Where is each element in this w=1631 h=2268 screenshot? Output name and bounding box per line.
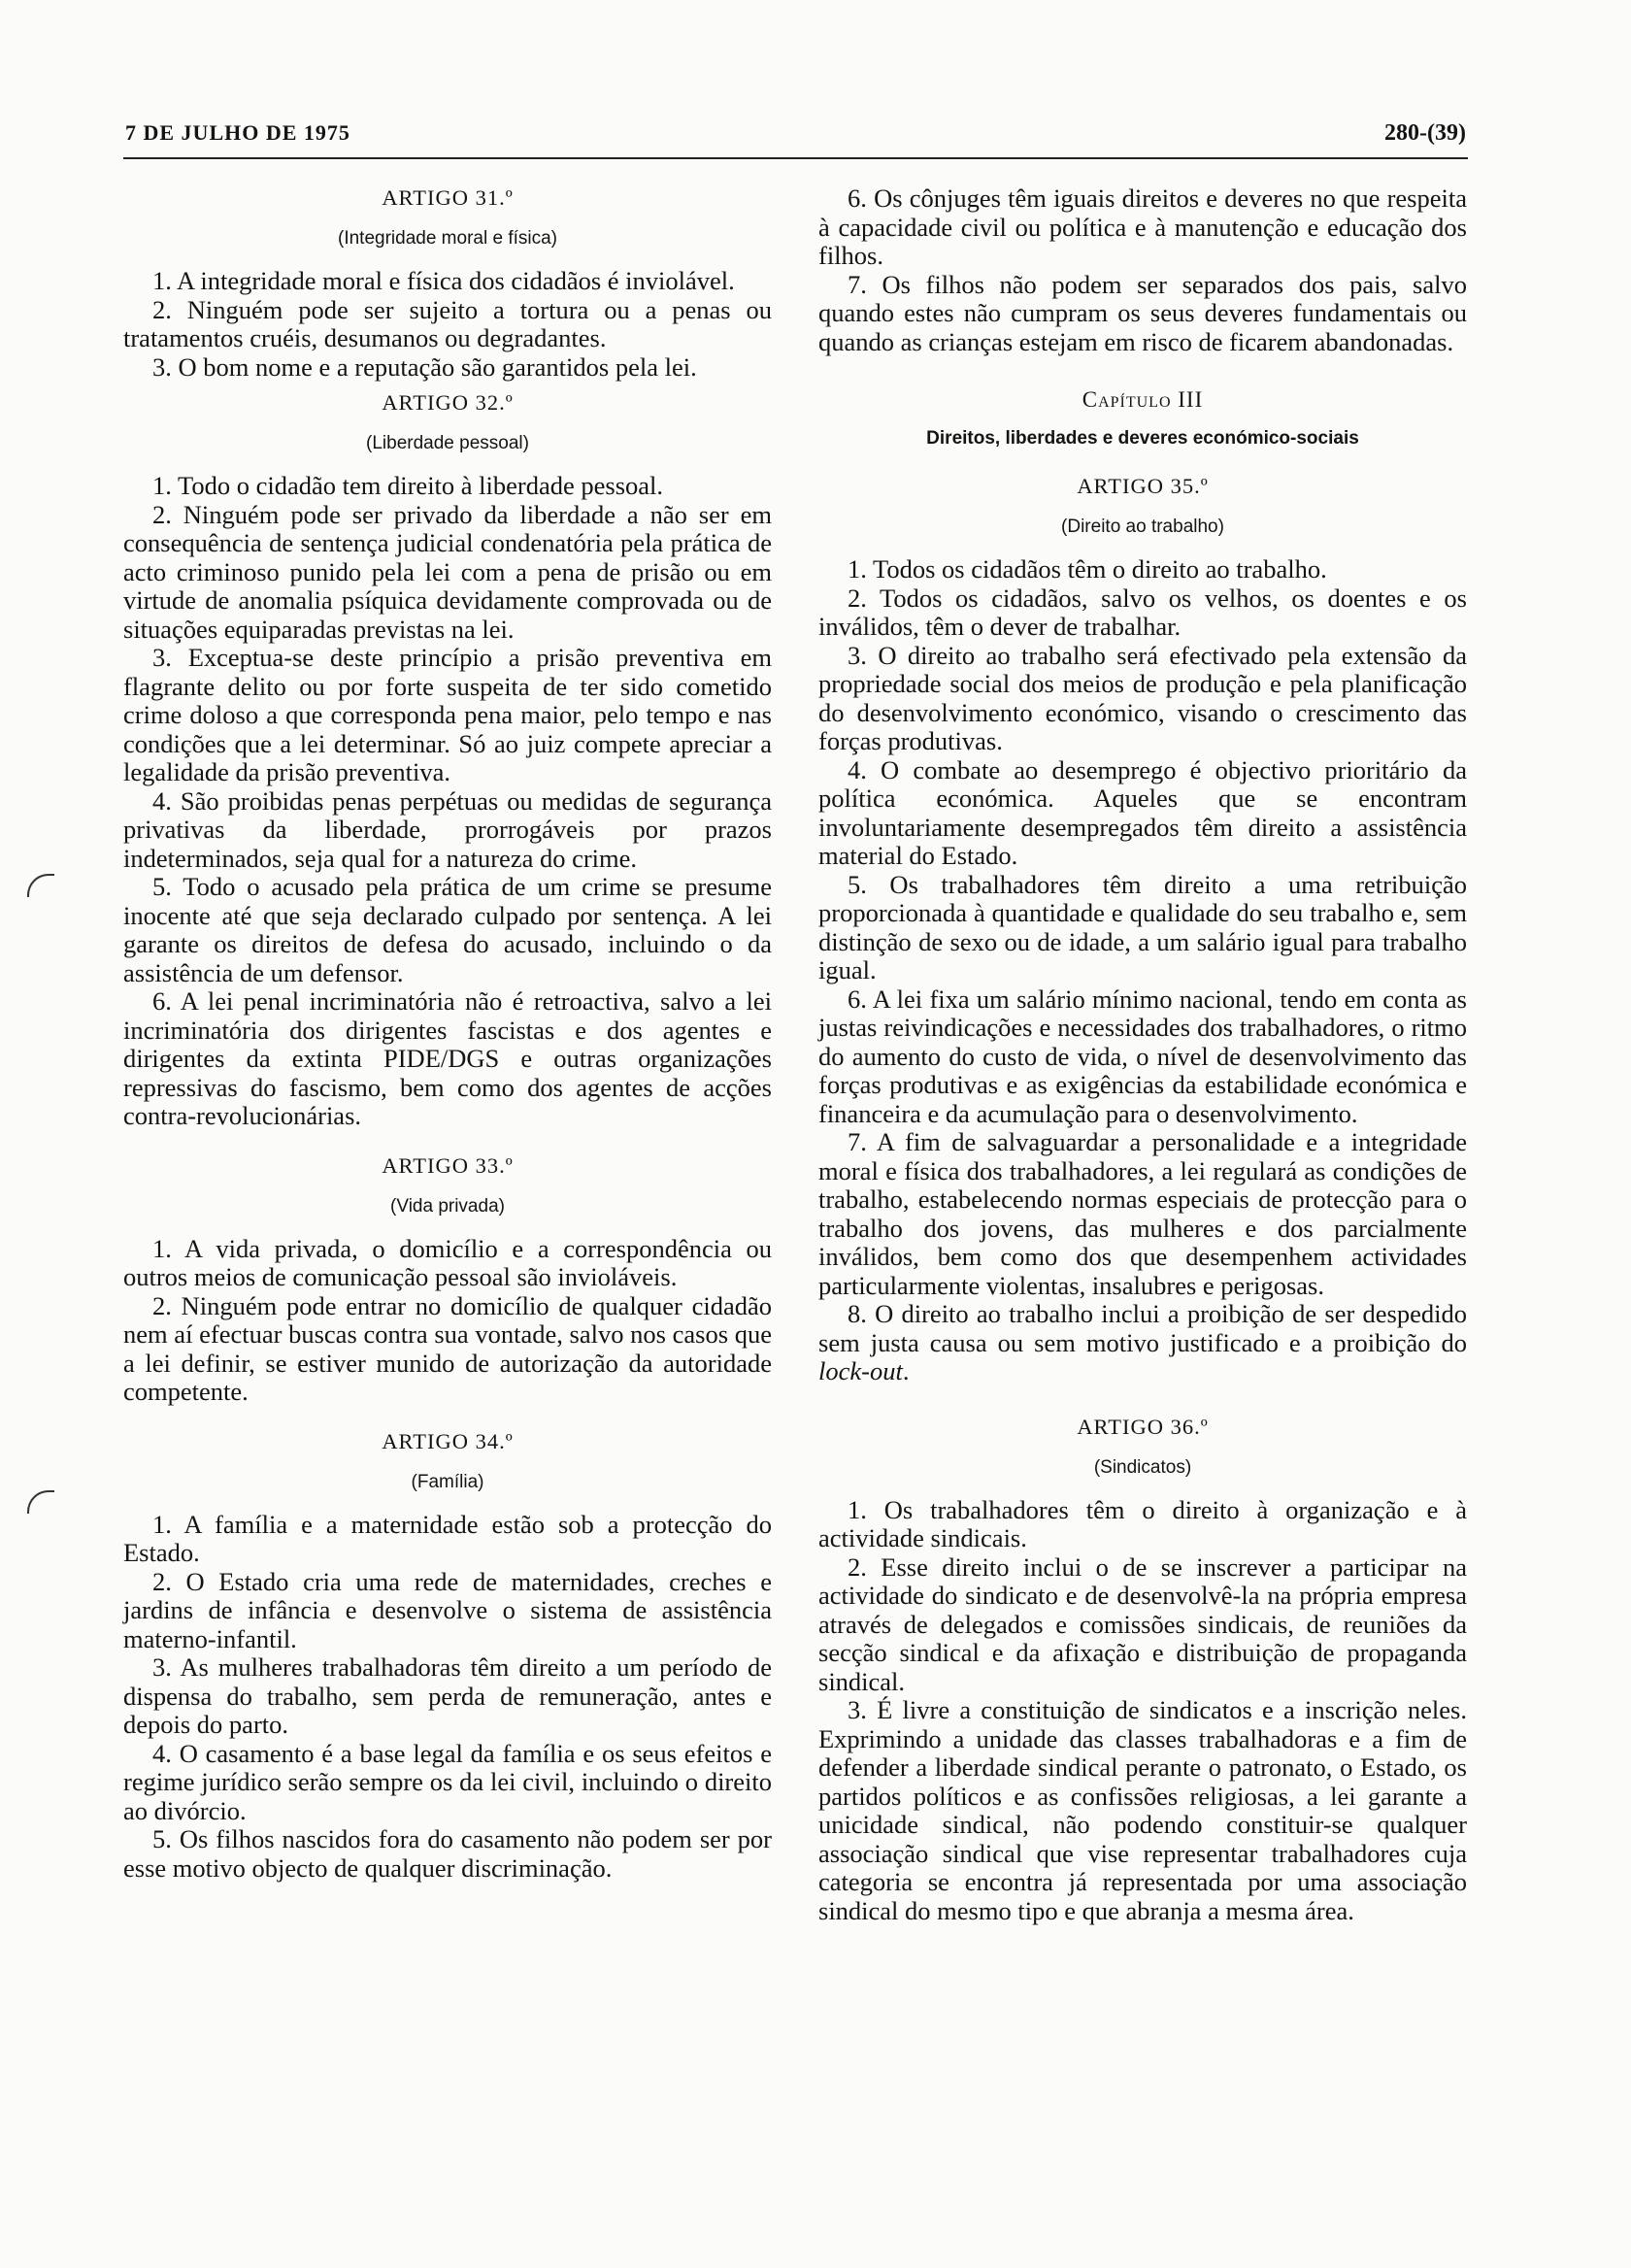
paragraph: 1. A família e a maternidade estão sob a protecção do Estado.: [123, 1509, 772, 1567]
article-34-title: ARTIGO 34.º: [382, 1428, 514, 1453]
paragraph: 4. O casamento é a base legal da família e os seus efeitos e regime jurídico serão sempre os da lei civil, incluindo o direito ao divórcio.: [123, 1738, 772, 1825]
article-32-title: ARTIGO 32.º: [382, 390, 514, 415]
paragraph: 7. A fim de salvaguardar a personalidade e a integridade moral e física dos trabalhadores, a lei regulará as condições de trabalho, estabelecendo normas especiais de protecção para o trabalho dos jovens, das mulheres e dos parcialmente inválidos, bem como dos que desempenhem actividades particularmente violentas, insalubres e perigosas.: [818, 1127, 1467, 1300]
paragraph: 5. Todo o acusado pela prática de um crime se presume inocente até que seja declarado culpado por sentença. A lei garante os direitos de defesa do acusado, incluindo o da assistência de um defensor.: [123, 872, 772, 987]
paragraph: 2. Ninguém pode entrar no domicílio de qualquer cidadão nem aí efectuar buscas contra sua vontade, salvo nos casos que a lei definir, se estiver munido de autorização da autoridade competente.: [123, 1290, 772, 1406]
paragraph: 1. Todo o cidadão tem direito à liberdade pessoal.: [152, 471, 664, 500]
paragraph: 6. A lei penal incriminatória não é retroactiva, salvo a lei incriminatória dos dirigentes fascistas e dos agentes e dirigentes da extinta PIDE/DGS e outras organizações repressivas do fascismo, bem como dos agentes de acções contra-revolucionárias.: [123, 986, 772, 1130]
article-36-subtitle: (Sindicatos): [1093, 1456, 1192, 1478]
paragraph: 1. Os trabalhadores têm o direito à organização e à actividade sindicais.: [818, 1494, 1467, 1552]
paragraph: 2. Ninguém pode ser privado da liberdade a não ser em consequência de sentença judicial condenatória pela prática de acto criminoso punido pela lei com a pena de prisão ou em virtude de anomalia psíquica devidamente comprovada ou de situações equiparadas previstas na lei.: [123, 499, 772, 644]
paragraph: 4. São proibidas penas perpétuas ou medidas de segurança privativas da liberdade, prorrogáveis por prazos indeterminados, seja qual for a natureza do crime.: [123, 785, 772, 873]
paragraph: 1. A integridade moral e física dos cidadãos é inviolável.: [152, 266, 735, 295]
paragraph: 3. É livre a constituição de sindicatos e a inscrição neles. Exprimindo a unidade das classes trabalhadoras e a fim de defender a liberdade sindical perante o patronato, o Estado, os partidos políticos e as confissões religiosas, a lei garante a unicidade sindical, não podendo constituir-se qualquer associação sindical que vise representar trabalhadores cuja categoria se encontra já representada por uma associação sindical do mesmo tipo e que abranja a mesma área.: [818, 1695, 1467, 1925]
right-column: [818, 184, 1467, 1925]
paragraph: 2. Esse direito inclui o de se inscrever a participar na actividade do sindicato e de desenvolvê-la na própria empresa através de delegados e comissões sindicais, de reuniões da secção sindical e da afixação e distribuição de propaganda sindical.: [818, 1551, 1467, 1696]
page-header: [123, 117, 1468, 159]
paragraph-italic-term: lock-out: [818, 1356, 903, 1385]
left-column: [123, 184, 772, 1883]
paragraph: 3. Exceptua-se deste princípio a prisão preventiva em flagrante delito ou por forte suspeita de ter sido cometido crime doloso a que corresponda pena maior, pelo tempo e nas condições que a lei determinar. Só ao juiz compete apreciar a legalidade da prisão preventiva.: [123, 643, 772, 786]
paragraph: 1. A vida privada, o domicílio e a correspondência ou outros meios de comunicação pessoal são invioláveis.: [123, 1233, 772, 1291]
paragraph-text: .: [902, 1356, 910, 1385]
paragraph: 7. Os filhos não podem ser separados dos pais, salvo quando estes não cumpram os seus deveres fundamentais ou quando as crianças estejam em risco de ficarem abandonadas.: [818, 269, 1467, 356]
paragraph: 1. Todos os cidadãos têm o direito ao trabalho.: [848, 554, 1327, 584]
paragraph: 6. Os cônjuges têm iguais direitos e deveres no que respeita à capacidade civil ou política e à manutenção e educação dos filhos.: [818, 183, 1467, 270]
page-number: 280-(39): [1384, 120, 1466, 146]
article-31-subtitle: (Integridade moral e física): [338, 228, 557, 249]
paragraph: 5. Os filhos nascidos fora do casamento não podem ser por esse motivo objecto de qualquer discriminação.: [123, 1824, 772, 1883]
margin-mark: [27, 874, 54, 897]
paragraph: 6. A lei fixa um salário mínimo nacional, tendo em conta as justas reivindicações e necessidades dos trabalhadores, o ritmo do aumento do custo de vida, o nível de desenvolvimento das forças produtivas e as exigências da estabilidade económica e financeira e da acumulação para o desenvolvimento.: [818, 984, 1467, 1128]
paragraph: 3. O direito ao trabalho será efectivado pela extensão da propriedade social dos meios de produção e pela planificação do desenvolvimento económico, visando o crescimento das forças produtivas.: [818, 640, 1467, 755]
article-36-title: ARTIGO 36.º: [1077, 1414, 1209, 1439]
article-33-subtitle: (Vida privada): [390, 1195, 505, 1217]
article-33-title: ARTIGO 33.º: [382, 1152, 514, 1178]
margin-mark: [27, 1490, 54, 1514]
article-32-subtitle: (Liberdade pessoal): [366, 433, 529, 453]
paragraph: 3. O bom nome e a reputação são garantidos pela lei.: [152, 351, 697, 382]
paragraph: 2. O Estado cria uma rede de maternidades, creches e jardins de infância e desenvolve o sistema de assistência materno-infantil.: [123, 1566, 772, 1653]
paragraph-text: 8. O direito ao trabalho inclui a proibição de ser despedido sem justa causa ou sem motivo justificado e a proibição do: [818, 1299, 1467, 1357]
paragraph: [818, 1300, 1467, 1386]
article-34-subtitle: (Família): [411, 1471, 484, 1492]
article-35-subtitle: (Direito ao trabalho): [1061, 517, 1224, 537]
chapter-subtitle: Direitos, liberdades e deveres económico-sociais: [926, 428, 1359, 449]
paragraph: 2. Todos os cidadãos, salvo os velhos, os doentes e os inválidos, têm o dever de trabalhar.: [818, 583, 1467, 641]
paragraph: 2. Ninguém pode ser sujeito a tortura ou a penas ou tratamentos cruéis, desumanos ou degradantes.: [123, 294, 772, 352]
chapter-title: Capítulo III: [1082, 387, 1204, 412]
paragraph: 5. Os trabalhadores têm direito a uma retribuição proporcionada à quantidade e qualidade do seu trabalho e, sem distinção de sexo ou de idade, a um salário igual para trabalho igual.: [818, 869, 1467, 984]
header-date: 7 DE JULHO DE 1975: [125, 120, 350, 145]
paragraph: 4. O combate ao desemprego é objectivo prioritário da política económica. Aqueles que se encontram involuntariamente desempregados têm direito a assistência material do Estado.: [818, 754, 1467, 870]
paragraph: 3. As mulheres trabalhadoras têm direito a um período de dispensa do trabalho, sem perda de remuneração, antes e depois do parto.: [123, 1652, 772, 1739]
article-35-title: ARTIGO 35.º: [1077, 474, 1209, 498]
article-31-title: ARTIGO 31.º: [382, 185, 514, 210]
